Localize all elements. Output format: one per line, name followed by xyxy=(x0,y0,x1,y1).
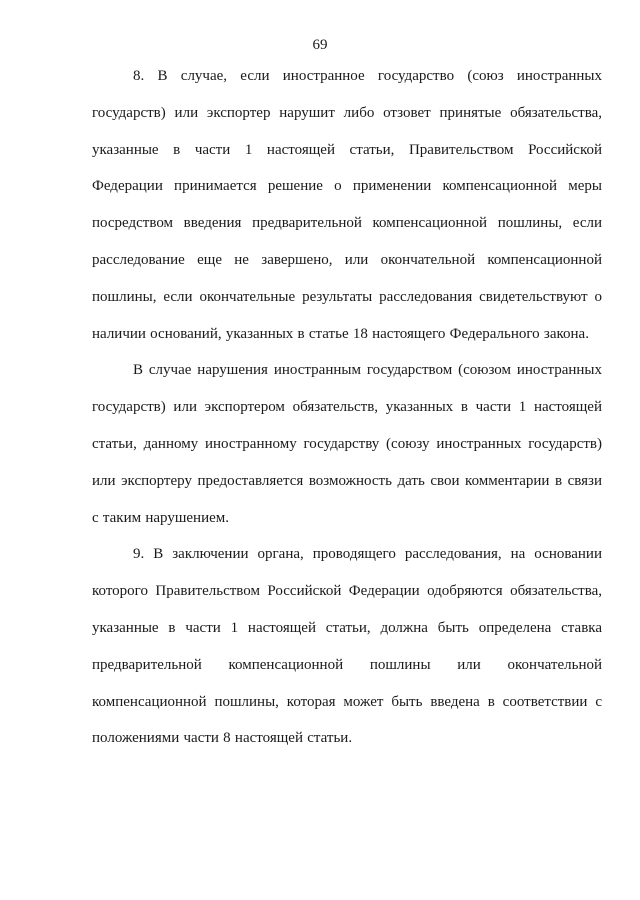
paragraph-clause-9: 9. В заключении органа, проводящего расследования, на основании которого Правительством Российской Федерации одобряются обязательства, указанные в части 1 настоящей статьи, должна быть определена ставка предварительной компенсационной пошлины или окончательной компенсационной пошлины, которая может быть введена в соответствии с положениями части 8 настоящей статьи. xyxy=(92,546,602,747)
page-number: 69 xyxy=(312,37,328,53)
paragraph-clause-8: 8. В случае, если иностранное государство (союз иностранных государств) или экспортер нарушит либо отзовет принятые обязательства, указанные в части 1 настоящей статьи, Правительством Российской Федерации принимается решение о применении компенсационной меры посредством введения предварительной компенсационной пошлины, если расследование еще не завершено, или окончательной компенсационной пошлины, если окончательные результаты расследования свидетельствуют о наличии оснований, указанных в статье 18 настоящего Федерального закона. xyxy=(92,68,602,342)
paragraph-violation-comments: В случае нарушения иностранным государством (союзом иностранных государств) или экспортером обязательств, указанных в части 1 настоящей статьи, данному иностранному государству (союзу иностранных государств) или экспортеру предоставляется возможность дать свои комментарии в связи с таким нарушением. xyxy=(92,362,602,526)
document-body xyxy=(92,58,602,757)
